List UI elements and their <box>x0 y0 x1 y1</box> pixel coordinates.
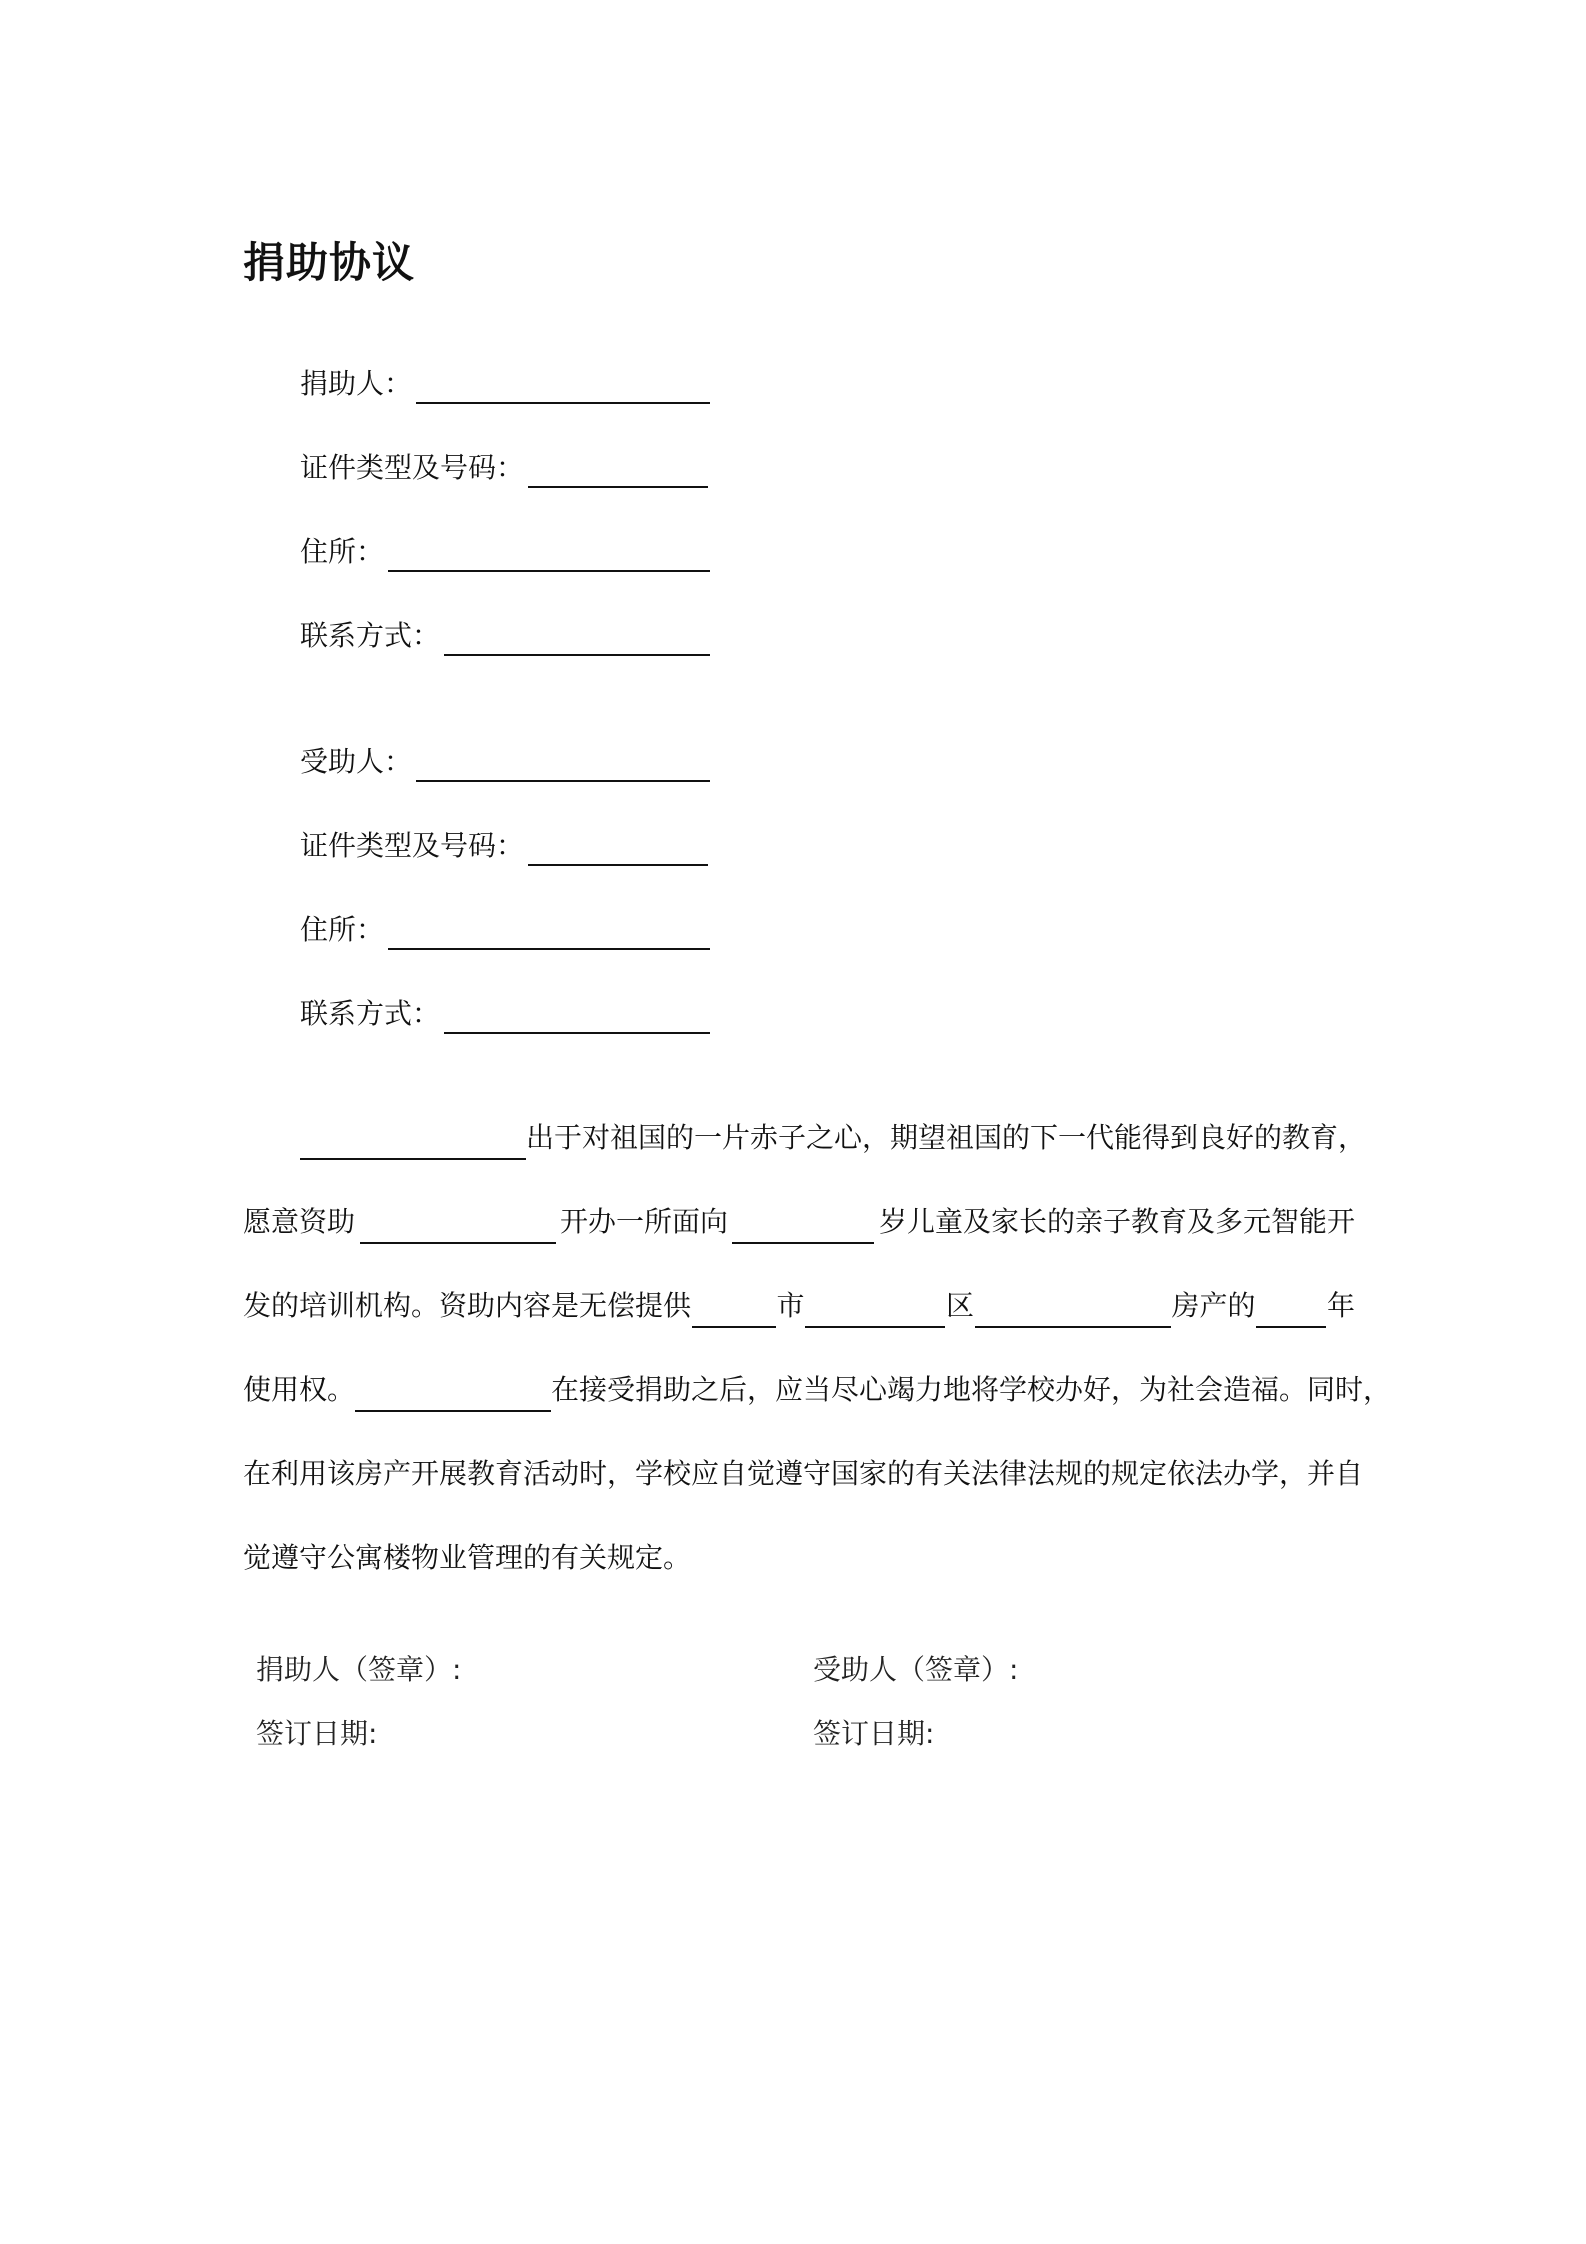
donor-name-row <box>300 364 710 404</box>
recipient-contact-row <box>300 994 710 1034</box>
body-text-4b: 在接受捐助之后，应当尽心竭力地将学校办好，为社会造福。同时， <box>551 1373 1392 1406</box>
donor-id-row <box>300 448 708 488</box>
recipient-name-blank[interactable] <box>416 740 710 782</box>
recipient-address-row <box>300 910 710 950</box>
body-line-3 <box>243 1284 1355 1328</box>
recipient-name-label: 受助人： <box>300 745 413 778</box>
donor-id-blank[interactable] <box>528 446 708 488</box>
donor-address-label: 住所： <box>300 535 385 568</box>
body-text-5: 在利用该房产开展教育活动时，学校应自觉遵守国家的有关法律法规的规定依法办学，并自 <box>243 1457 1364 1490</box>
donor-signature-label: 捐助人（签章）: <box>256 1653 462 1686</box>
body-blank-recipient[interactable] <box>360 1202 556 1244</box>
recipient-name-row <box>300 742 710 782</box>
body-blank-city[interactable] <box>692 1286 776 1328</box>
recipient-address-blank[interactable] <box>388 908 710 950</box>
recipient-id-blank[interactable] <box>528 824 708 866</box>
body-text-6: 觉遵守公寓楼物业管理的有关规定。 <box>243 1541 692 1574</box>
body-text-3d: 房产的 <box>1171 1289 1256 1322</box>
body-blank-age[interactable] <box>732 1202 874 1244</box>
body-blank-donor[interactable] <box>300 1118 526 1160</box>
donor-address-row <box>300 532 710 572</box>
body-line-2 <box>243 1200 1355 1244</box>
donor-contact-row <box>300 616 710 656</box>
donor-date-label: 签订日期: <box>256 1717 378 1750</box>
body-text-2a: 愿意资助 <box>243 1205 356 1238</box>
recipient-contact-blank[interactable] <box>444 992 710 1034</box>
donor-contact-blank[interactable] <box>444 614 710 656</box>
body-text-2b: 开办一所面向 <box>559 1205 728 1238</box>
recipient-address-label: 住所： <box>300 913 385 946</box>
recipient-id-row <box>300 826 708 866</box>
recipient-signature-label: 受助人（签章）: <box>813 1653 1019 1686</box>
body-blank-school[interactable] <box>355 1370 551 1412</box>
recipient-contact-label: 联系方式： <box>300 997 441 1030</box>
donor-name-label: 捐助人： <box>300 367 413 400</box>
recipient-date-label: 签订日期: <box>813 1717 935 1750</box>
body-line-1 <box>243 1116 1367 1160</box>
body-text-3b: 市 <box>776 1289 805 1322</box>
document-title: 捐助协议 <box>243 238 416 287</box>
body-text-4a: 使用权。 <box>243 1373 356 1406</box>
donor-id-label: 证件类型及号码： <box>300 451 525 484</box>
donor-address-blank[interactable] <box>388 530 710 572</box>
body-text-1a: 出于对祖国的一片赤子之心，期望祖国的下一代能得到良好的教育， <box>526 1121 1367 1154</box>
body-blank-district[interactable] <box>805 1286 945 1328</box>
body-blank-property[interactable] <box>975 1286 1171 1328</box>
body-line-6 <box>243 1536 1355 1580</box>
body-text-3a: 发的培训机构。资助内容是无偿提供 <box>243 1289 692 1322</box>
body-blank-years[interactable] <box>1256 1286 1326 1328</box>
body-line-4 <box>243 1368 1392 1412</box>
body-line-5 <box>243 1452 1364 1496</box>
body-text-2c: 岁儿童及家长的亲子教育及多元智能开 <box>878 1205 1355 1238</box>
body-text-3c: 区 <box>945 1289 974 1322</box>
donor-contact-label: 联系方式： <box>300 619 441 652</box>
body-text-3e: 年 <box>1326 1289 1355 1322</box>
recipient-id-label: 证件类型及号码： <box>300 829 525 862</box>
donor-name-blank[interactable] <box>416 362 710 404</box>
